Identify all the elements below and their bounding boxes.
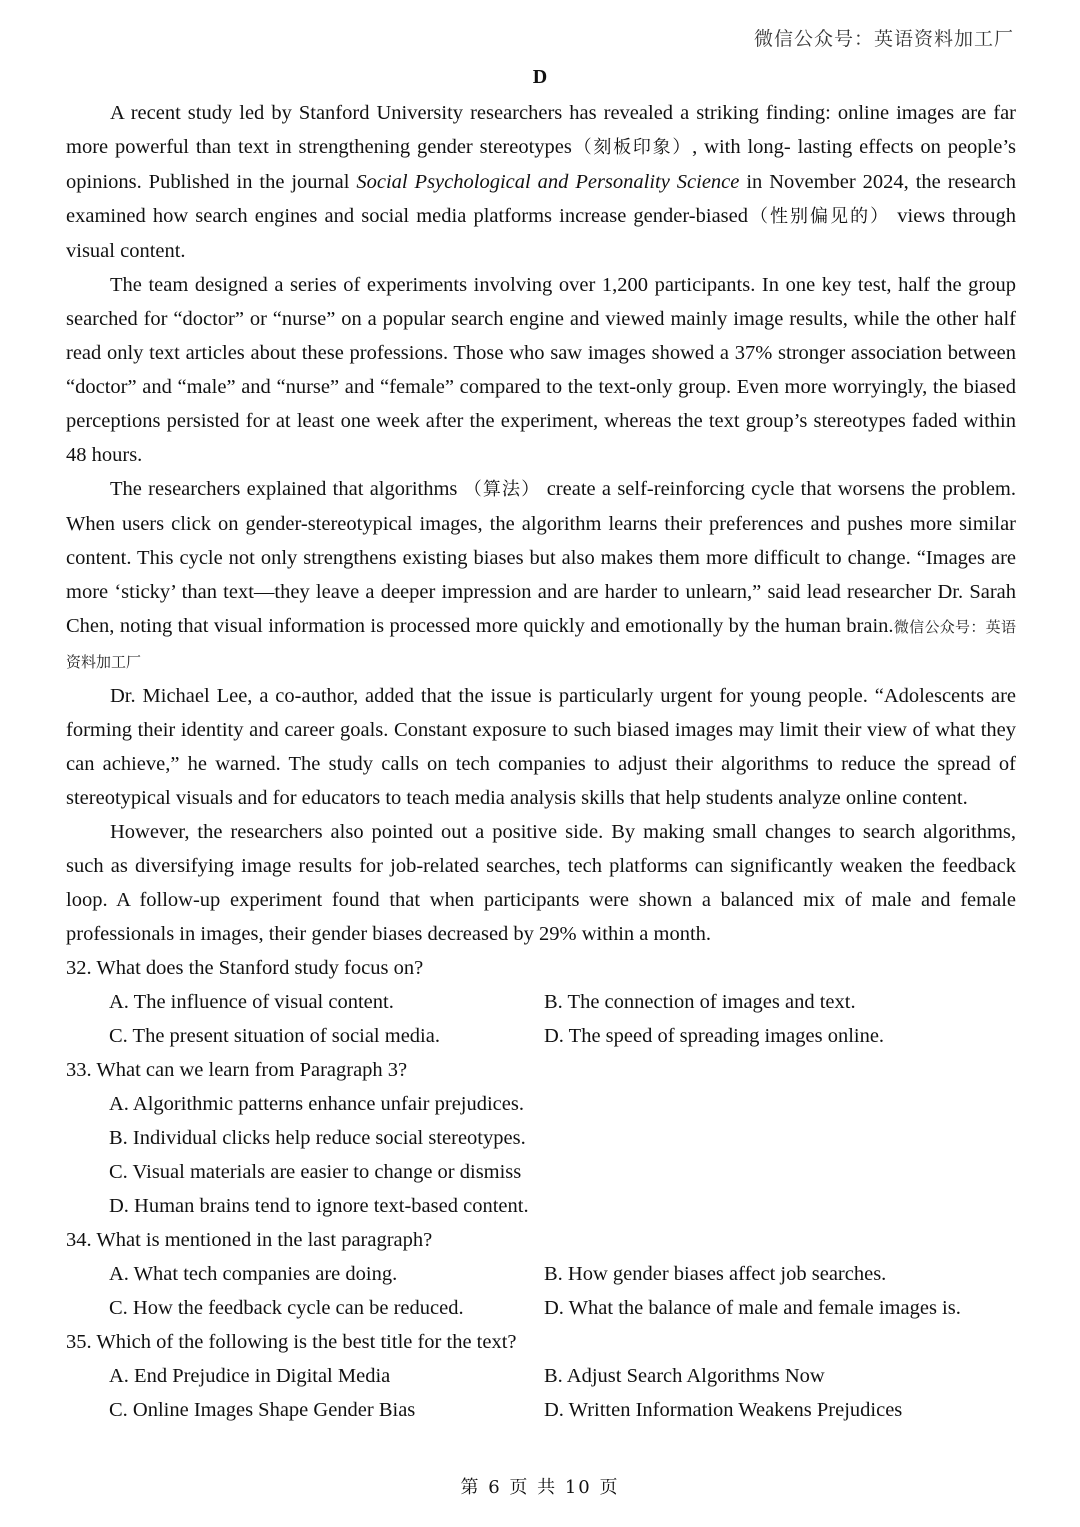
option-c[interactable]: C. The present situation of social media. [109,1025,440,1047]
option-b[interactable]: B. How gender biases affect job searches. [544,1263,887,1285]
option-b[interactable]: B. The connection of images and text. [544,991,856,1013]
header-watermark: 微信公众号：英语资料加工厂 [753,28,1014,50]
option-list [66,985,1016,1053]
p3-text-a: The researchers explained that algorithms [110,478,464,500]
p3-chinese-gloss: （算法） [463,479,541,500]
option-c[interactable]: C. Online Images Shape Gender Bias [109,1399,416,1421]
question-32 [66,951,1016,1053]
option-c[interactable]: C. Visual materials are easier to change or dismiss [109,1161,522,1183]
paragraph-5: However, the researchers also pointed out a positive side. By making small changes to search algorithms, such as diversifying image results for job-related searches, tech platforms can significantly weaken the feedback loop. A follow-up experiment found that when participants were shown a balanced mix of male and female professionals in images, their gender biases decreased by 29% within a month. [66,821,1016,945]
journal-name: Social Psychological and Personality Science [356,171,740,193]
option-d[interactable]: D. What the balance of male and female images is. [544,1297,961,1319]
option-c[interactable]: C. How the feedback cycle can be reduced. [109,1297,464,1319]
question-34 [66,1223,1016,1325]
paragraph-3 [66,472,1016,679]
option-a[interactable]: A. The influence of visual content. [109,991,394,1013]
option-b[interactable]: B. Adjust Search Algorithms Now [544,1365,825,1387]
p1-text-d: views through visual content. [66,205,1017,262]
option-d[interactable]: D. Human brains tend to ignore text-based content. [109,1195,529,1217]
option-list [66,1257,1016,1325]
option-b[interactable]: B. Individual clicks help reduce social stereotypes. [109,1127,526,1149]
paragraph-1 [66,96,1016,268]
p1-chinese-gloss-1: （刻板印象） [571,137,693,158]
p1-text-c: in November 2024, the research examined how search engines and social media platforms increase gender-biased [66,171,1016,227]
option-list [66,1359,1016,1427]
question-stem: 33. What can we learn from Paragraph 3? [66,1059,408,1081]
p1-chinese-gloss-2: （性别偏见的） [748,206,891,227]
option-a[interactable]: A. Algorithmic patterns enhance unfair prejudices. [109,1093,524,1115]
section-letter: D [532,66,548,88]
option-a[interactable]: A. What tech companies are doing. [109,1263,398,1285]
question-33 [66,1053,1016,1223]
page-number: 第 6 页 共 10 页 [460,1477,620,1498]
inline-watermark: 微信公众号：英语资料加工厂 [66,618,1016,671]
paragraph-2: The team designed a series of experiments involving over 1,200 participants. In one key test, half the group searched for “doctor” or “nurse” on a popular search engine and viewed mainly image results, while the other half read only text articles about these professions. Those who saw images showed a 37% stronger association between “doctor” and “male” and “nurse” and “female” compared to the text-only group. Even more worryingly, the biased perceptions persisted for at least one week after the experiment, whereas the text group’s stereotypes faded within 48 hours. [66,274,1016,466]
p3-text-b: create a self-reinforcing cycle that worsens the problem. When users click on gender-stereotypical images, the algorithm learns their preferences and pushes more similar content. This cycle not only strengthens existing biases but also makes them more difficult to change. “Images are more ‘sticky’ than text—they leave a deeper impression and are harder to unlearn,” said lead researcher Dr. Sarah Chen, noting that visual information is processed more quickly and emotionally by the human brain. [66,478,1016,637]
option-d[interactable]: D. The speed of spreading images online. [544,1025,885,1047]
paragraph-4: Dr. Michael Lee, a co-author, added that the issue is particularly urgent for young people. “Adolescents are forming their identity and career goals. Constant exposure to such biased images may limit their view of what they can achieve,” he warned. The study calls on tech companies to adjust their algorithms to reduce the spread of stereotypical visuals and for educators to teach media analysis skills that help students analyze online content. [66,685,1016,809]
question-stem: 34. What is mentioned in the last paragraph? [66,1229,433,1251]
question-35 [66,1325,1016,1427]
p1-text-b: , with long- lasting effects on people’s opinions. Published in the journal [66,136,1017,193]
question-stem: 32. What does the Stanford study focus on? [66,957,424,979]
option-list [66,1087,1016,1223]
p1-text-a: A recent study led by Stanford University researchers has revealed a striking finding: online images are far more powerful than text in strengthening gender stereotypes [66,102,1016,158]
option-d[interactable]: D. Written Information Weakens Prejudices [544,1399,903,1421]
question-stem: 35. Which of the following is the best title for the text? [66,1331,517,1353]
option-a[interactable]: A. End Prejudice in Digital Media [109,1365,391,1387]
reading-content [66,96,1016,1427]
